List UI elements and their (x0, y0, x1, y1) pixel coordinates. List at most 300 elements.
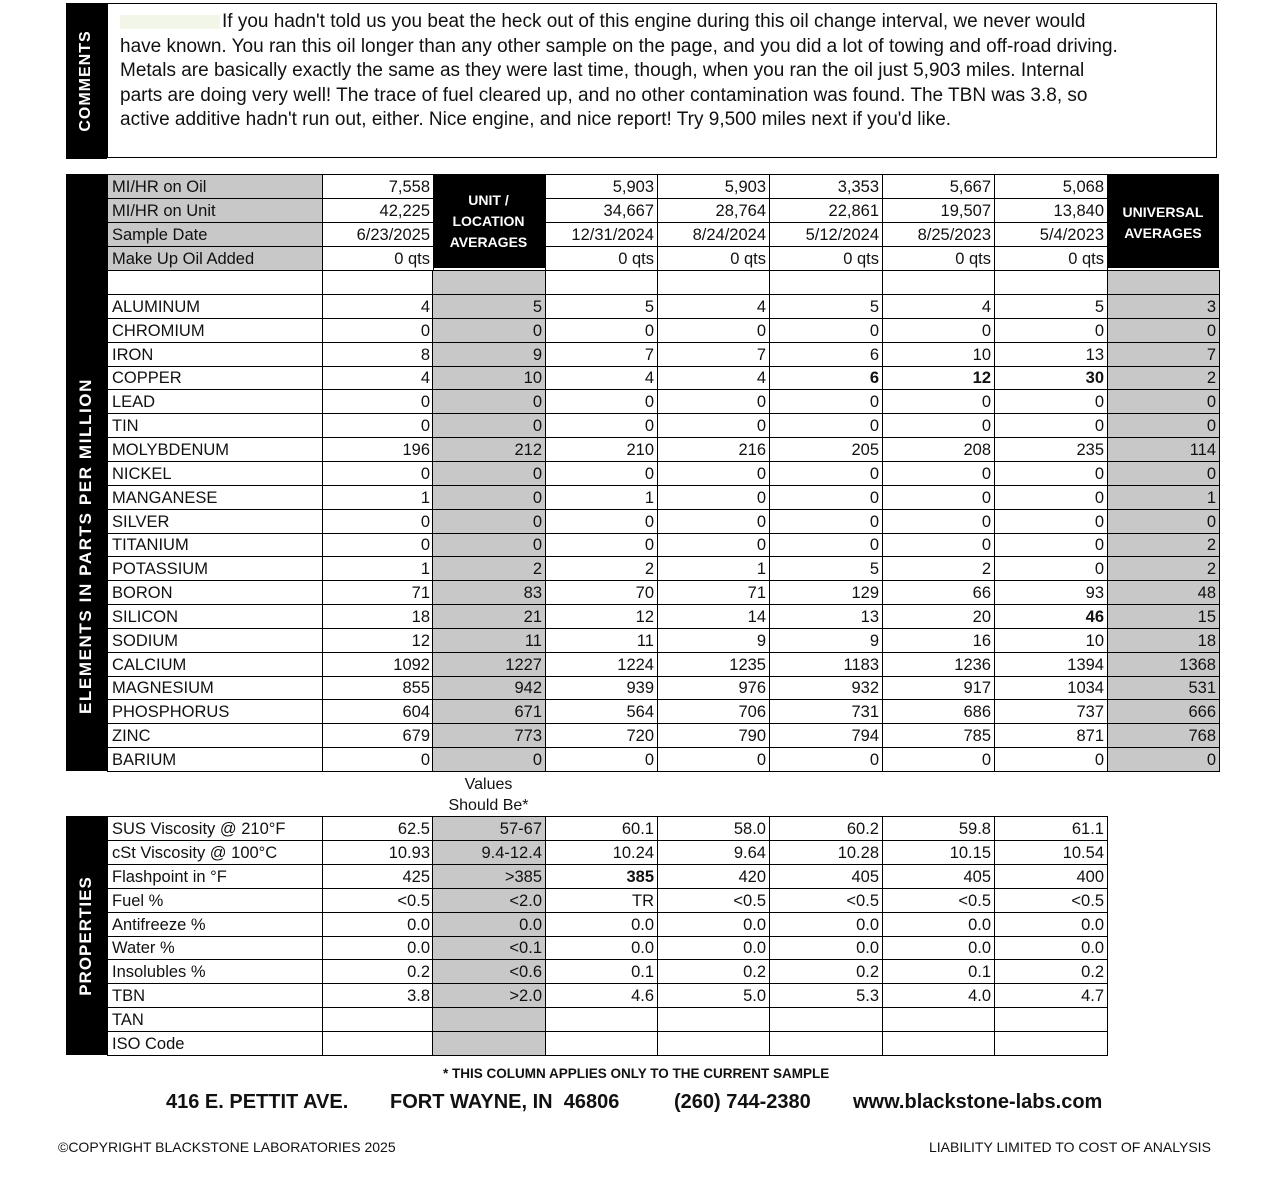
property-history-value: 0.0 (882, 912, 995, 937)
element-history-value: 0 (545, 461, 658, 486)
element-current-value: 604 (322, 699, 434, 724)
header-row-value: 5,068 (994, 174, 1108, 199)
spacer-cell (545, 270, 658, 295)
element-history-value: 5 (994, 294, 1108, 319)
property-current-value: <0.5 (322, 888, 434, 913)
element-history-value: 785 (882, 723, 995, 748)
property-history-value: 0.2 (769, 959, 883, 984)
element-history-value: 1183 (769, 652, 883, 677)
element-history-value: 1224 (545, 652, 658, 677)
element-history-value: 7 (657, 342, 770, 367)
property-current-value: 0.0 (322, 912, 434, 937)
element-unit-average: 9 (432, 342, 546, 367)
header-row-value: 42,225 (322, 198, 434, 223)
property-history-value: 60.1 (545, 816, 658, 841)
element-universal-average: 0 (1107, 318, 1220, 343)
element-universal-average: 2 (1107, 533, 1220, 557)
comments-box (107, 3, 1217, 158)
universal-avg-line-2: AVERAGES (1124, 225, 1202, 241)
header-row-label: MI/HR on Unit (107, 198, 323, 223)
element-unit-average: 0 (432, 461, 546, 486)
element-history-value: 790 (657, 723, 770, 748)
unit-avg-line-2: LOCATION (452, 213, 525, 229)
element-history-value: 2 (545, 556, 658, 581)
element-name: IRON (107, 342, 323, 367)
element-history-value: 0 (882, 461, 995, 486)
element-history-value: 0 (657, 485, 770, 510)
property-history-value: 400 (994, 864, 1108, 889)
comments-side-bar (66, 3, 107, 159)
property-name: ISO Code (107, 1031, 323, 1056)
element-history-value: 0 (657, 318, 770, 343)
property-should-be: <0.6 (432, 959, 546, 984)
element-history-value: 93 (994, 580, 1108, 605)
property-should-be: >2.0 (432, 983, 546, 1008)
property-history-value: 4.0 (882, 983, 995, 1008)
element-history-value: 1236 (882, 652, 995, 677)
element-name: TIN (107, 413, 323, 438)
element-current-value: 0 (322, 461, 434, 486)
header-row-value: 0 qts (994, 246, 1108, 271)
element-history-value: 6 (769, 366, 883, 390)
property-history-value (994, 1031, 1108, 1056)
element-history-value: 10 (882, 342, 995, 367)
property-history-value: 0.0 (657, 912, 770, 937)
element-unit-average: 671 (432, 699, 546, 724)
element-history-value: 6 (769, 342, 883, 367)
element-history-value: 205 (769, 437, 883, 462)
property-current-value (322, 1031, 434, 1056)
element-history-value: 4 (657, 366, 770, 390)
property-history-value: 0.0 (994, 912, 1108, 937)
element-universal-average: 0 (1107, 461, 1220, 486)
element-history-value: 11 (545, 628, 658, 653)
property-current-value (322, 1007, 434, 1032)
element-current-value: 1 (322, 485, 434, 510)
property-should-be: <2.0 (432, 888, 546, 913)
property-current-value: 10.93 (322, 840, 434, 865)
element-current-value: 0 (322, 318, 434, 343)
property-name: Water % (107, 936, 323, 960)
element-history-value: 0 (657, 461, 770, 486)
element-history-value: 0 (882, 318, 995, 343)
element-name: CHROMIUM (107, 318, 323, 343)
element-name: PHOSPHORUS (107, 699, 323, 724)
spacer-cell (322, 270, 434, 295)
element-current-value: 679 (322, 723, 434, 748)
property-history-value: 0.0 (657, 936, 770, 960)
header-row-value: 0 qts (769, 246, 883, 271)
element-history-value: 0 (882, 509, 995, 534)
element-history-value: 2 (882, 556, 995, 581)
element-history-value: 0 (545, 413, 658, 438)
element-universal-average: 0 (1107, 389, 1220, 414)
property-history-value: 59.8 (882, 816, 995, 841)
element-history-value: 7 (545, 342, 658, 367)
property-history-value: 61.1 (994, 816, 1108, 841)
phone-number: (260) 744-2380 (674, 1091, 811, 1113)
element-unit-average: 5 (432, 294, 546, 319)
element-name: LEAD (107, 389, 323, 414)
element-universal-average: 531 (1107, 676, 1220, 700)
element-current-value: 0 (322, 389, 434, 414)
element-universal-average: 666 (1107, 699, 1220, 724)
property-name: SUS Viscosity @ 210°F (107, 816, 323, 841)
redacted-name (120, 15, 220, 29)
element-current-value: 1 (322, 556, 434, 581)
element-name: POTASSIUM (107, 556, 323, 581)
element-name: BORON (107, 580, 323, 605)
element-unit-average: 0 (432, 533, 546, 557)
property-history-value (657, 1031, 770, 1056)
element-history-value: 0 (882, 413, 995, 438)
element-history-value: 10 (994, 628, 1108, 653)
liability-note: LIABILITY LIMITED TO COST OF ANALYSIS (929, 1139, 1211, 1155)
header-row-value: 5/12/2024 (769, 222, 883, 247)
property-history-value: 58.0 (657, 816, 770, 841)
property-should-be: 0.0 (432, 912, 546, 937)
element-history-value: 13 (994, 342, 1108, 367)
element-history-value: 4 (545, 366, 658, 390)
property-history-value: 0.2 (657, 959, 770, 984)
values-header-line-1: Values (464, 776, 513, 793)
element-history-value: 720 (545, 723, 658, 748)
header-row-value: 5/4/2023 (994, 222, 1108, 247)
element-history-value: 731 (769, 699, 883, 724)
element-history-value: 1 (657, 556, 770, 581)
element-history-value: 0 (994, 318, 1108, 343)
element-history-value: 13 (769, 604, 883, 629)
unit-location-averages-header (432, 174, 545, 268)
values-should-be-header (432, 774, 545, 816)
element-history-value: 0 (769, 389, 883, 414)
header-row-value: 5,903 (545, 174, 658, 199)
element-current-value: 0 (322, 747, 434, 772)
element-unit-average: 212 (432, 437, 546, 462)
elements-side-bar (66, 174, 107, 771)
header-row-value: 19,507 (882, 198, 995, 223)
element-history-value: 216 (657, 437, 770, 462)
element-history-value: 0 (994, 533, 1108, 557)
property-history-value (657, 1007, 770, 1032)
element-name: COPPER (107, 366, 323, 390)
header-row-value: 5,667 (882, 174, 995, 199)
element-history-value: 0 (994, 461, 1108, 486)
header-row-value: 13,840 (994, 198, 1108, 223)
header-row-label: Sample Date (107, 222, 323, 247)
header-row-value: 12/31/2024 (545, 222, 658, 247)
element-history-value: 9 (769, 628, 883, 653)
element-history-value: 0 (994, 413, 1108, 438)
element-universal-average: 0 (1107, 509, 1220, 534)
spacer-cell (882, 270, 995, 295)
element-history-value: 0 (769, 509, 883, 534)
element-name: MOLYBDENUM (107, 437, 323, 462)
element-history-value: 210 (545, 437, 658, 462)
element-history-value: 129 (769, 580, 883, 605)
element-history-value: 0 (994, 556, 1108, 581)
property-history-value: 405 (769, 864, 883, 889)
element-name: MANGANESE (107, 485, 323, 510)
property-history-value: 420 (657, 864, 770, 889)
property-history-value: 10.24 (545, 840, 658, 865)
element-universal-average: 114 (1107, 437, 1220, 462)
element-history-value: 0 (994, 509, 1108, 534)
element-universal-average: 48 (1107, 580, 1220, 605)
header-row-value: 34,667 (545, 198, 658, 223)
element-unit-average: 0 (432, 485, 546, 510)
property-history-value: TR (545, 888, 658, 913)
header-row-label: Make Up Oil Added (107, 246, 323, 271)
unit-avg-line-1: UNIT / (468, 192, 509, 208)
element-history-value: 5 (769, 294, 883, 319)
element-history-value: 71 (657, 580, 770, 605)
element-name: MAGNESIUM (107, 676, 323, 700)
element-unit-average: 0 (432, 747, 546, 772)
property-history-value: 10.15 (882, 840, 995, 865)
element-history-value: 0 (545, 509, 658, 534)
element-history-value: 0 (769, 461, 883, 486)
property-history-value: 405 (882, 864, 995, 889)
element-unit-average: 10 (432, 366, 546, 390)
element-unit-average: 0 (432, 389, 546, 414)
element-history-value: 0 (882, 485, 995, 510)
element-name: SODIUM (107, 628, 323, 653)
element-unit-average: 773 (432, 723, 546, 748)
header-row-value: 0 qts (882, 246, 995, 271)
property-history-value: 9.64 (657, 840, 770, 865)
element-history-value: 9 (657, 628, 770, 653)
property-current-value: 3.8 (322, 983, 434, 1008)
property-history-value (882, 1031, 995, 1056)
element-history-value: 737 (994, 699, 1108, 724)
property-history-value: 385 (545, 864, 658, 889)
property-history-value (545, 1007, 658, 1032)
copyright: ©COPYRIGHT BLACKSTONE LABORATORIES 2025 (58, 1139, 396, 1155)
city-state-zip: FORT WAYNE, IN 46806 (390, 1091, 620, 1113)
footnote: * THIS COLUMN APPLIES ONLY TO THE CURRENT SAMPLE (443, 1066, 830, 1081)
property-should-be: <0.1 (432, 936, 546, 960)
element-history-value: 66 (882, 580, 995, 605)
element-history-value: 235 (994, 437, 1108, 462)
property-history-value: 0.1 (545, 959, 658, 984)
element-unit-average: 21 (432, 604, 546, 629)
header-row-value: 28,764 (657, 198, 770, 223)
element-history-value: 14 (657, 604, 770, 629)
property-should-be (432, 1007, 546, 1032)
header-row-value: 0 qts (322, 246, 434, 271)
element-history-value: 564 (545, 699, 658, 724)
element-history-value: 0 (769, 533, 883, 557)
property-current-value: 0.0 (322, 936, 434, 960)
property-history-value: <0.5 (994, 888, 1108, 913)
spacer-cell (107, 270, 323, 295)
property-history-value (769, 1031, 883, 1056)
property-history-value: <0.5 (882, 888, 995, 913)
property-history-value: 0.0 (882, 936, 995, 960)
property-history-value: <0.5 (769, 888, 883, 913)
element-universal-average: 2 (1107, 556, 1220, 581)
element-current-value: 1092 (322, 652, 434, 677)
element-current-value: 855 (322, 676, 434, 700)
element-name: BARIUM (107, 747, 323, 772)
element-history-value: 0 (769, 747, 883, 772)
element-history-value: 0 (545, 533, 658, 557)
header-row-value: 3,353 (769, 174, 883, 199)
element-history-value: 0 (657, 747, 770, 772)
element-history-value: 0 (657, 509, 770, 534)
element-history-value: 5 (769, 556, 883, 581)
property-should-be: 9.4-12.4 (432, 840, 546, 865)
spacer-cell (769, 270, 883, 295)
element-current-value: 4 (322, 366, 434, 390)
element-history-value: 1 (545, 485, 658, 510)
element-history-value: 0 (994, 389, 1108, 414)
properties-side-label: PROPERTIES (76, 876, 95, 996)
element-universal-average: 2 (1107, 366, 1220, 390)
element-history-value: 0 (545, 318, 658, 343)
property-history-value: 0.0 (545, 936, 658, 960)
property-should-be: >385 (432, 864, 546, 889)
property-history-value: 0.0 (994, 936, 1108, 960)
property-history-value: 5.3 (769, 983, 883, 1008)
element-history-value: 686 (882, 699, 995, 724)
element-universal-average: 0 (1107, 413, 1220, 438)
spacer-cell (432, 270, 546, 295)
element-unit-average: 0 (432, 509, 546, 534)
property-should-be (432, 1031, 546, 1056)
address: 416 E. PETTIT AVE. (166, 1091, 349, 1113)
property-history-value: 5.0 (657, 983, 770, 1008)
element-history-value: 0 (545, 747, 658, 772)
element-history-value: 20 (882, 604, 995, 629)
spacer-cell (994, 270, 1108, 295)
element-history-value: 30 (994, 366, 1108, 390)
property-history-value: 10.28 (769, 840, 883, 865)
comments-body: If you hadn't told us you beat the heck out of this engine during this oil change interval, we never would have known. You ran this oil longer than any other sample on the page, and you did a lot of towing and off-road driving. Metals are basically exactly the same as they were last time, though, when you ran the oil just 5,903 miles. Internal parts are doing very well! The trace of fuel cleared up, and no other contamination was found. The TBN was 3.8, so active additive hadn't run out, either. Nice engine, and nice report! Try 9,500 miles next if you'd like. (120, 11, 1118, 131)
property-history-value: 10.54 (994, 840, 1108, 865)
property-history-value: 60.2 (769, 816, 883, 841)
comments-text (120, 10, 1120, 133)
elements-side-label: ELEMENTS IN PARTS PER MILLION (76, 377, 95, 715)
property-history-value (882, 1007, 995, 1032)
element-history-value: 4 (657, 294, 770, 319)
element-current-value: 0 (322, 533, 434, 557)
element-history-value: 0 (657, 413, 770, 438)
element-history-value: 0 (882, 533, 995, 557)
element-history-value: 939 (545, 676, 658, 700)
property-should-be: 57-67 (432, 816, 546, 841)
element-unit-average: 2 (432, 556, 546, 581)
element-history-value: 208 (882, 437, 995, 462)
element-history-value: 46 (994, 604, 1108, 629)
element-history-value: 0 (994, 747, 1108, 772)
element-current-value: 18 (322, 604, 434, 629)
element-history-value: 5 (545, 294, 658, 319)
element-history-value: 917 (882, 676, 995, 700)
element-current-value: 71 (322, 580, 434, 605)
element-history-value: 0 (769, 413, 883, 438)
element-unit-average: 11 (432, 628, 546, 653)
element-universal-average: 1368 (1107, 652, 1220, 677)
element-unit-average: 0 (432, 413, 546, 438)
element-name: ZINC (107, 723, 323, 748)
element-universal-average: 1 (1107, 485, 1220, 510)
element-current-value: 196 (322, 437, 434, 462)
element-name: TITANIUM (107, 533, 323, 557)
properties-side-bar (66, 816, 107, 1055)
element-history-value: 1394 (994, 652, 1108, 677)
property-history-value: 0.2 (994, 959, 1108, 984)
property-name: TBN (107, 983, 323, 1008)
element-current-value: 12 (322, 628, 434, 653)
universal-averages-header (1107, 174, 1219, 268)
element-universal-average: 3 (1107, 294, 1220, 319)
element-history-value: 932 (769, 676, 883, 700)
element-name: SILVER (107, 509, 323, 534)
spacer-cell (657, 270, 770, 295)
element-history-value: 0 (657, 389, 770, 414)
property-name: Fuel % (107, 888, 323, 913)
element-history-value: 1034 (994, 676, 1108, 700)
element-history-value: 12 (882, 366, 995, 390)
element-name: NICKEL (107, 461, 323, 486)
property-history-value (769, 1007, 883, 1032)
property-history-value: 0.1 (882, 959, 995, 984)
element-history-value: 0 (769, 318, 883, 343)
element-history-value: 871 (994, 723, 1108, 748)
header-row-value: 7,558 (322, 174, 434, 199)
property-history-value (545, 1031, 658, 1056)
header-row-value: 0 qts (545, 246, 658, 271)
element-current-value: 8 (322, 342, 434, 367)
property-name: Insolubles % (107, 959, 323, 984)
header-row-value: 22,861 (769, 198, 883, 223)
element-unit-average: 83 (432, 580, 546, 605)
values-header-line-2: Should Be* (448, 797, 529, 814)
element-name: SILICON (107, 604, 323, 629)
property-history-value (994, 1007, 1108, 1032)
property-name: cSt Viscosity @ 100°C (107, 840, 323, 865)
unit-avg-line-3: AVERAGES (449, 234, 528, 250)
property-current-value: 425 (322, 864, 434, 889)
element-history-value: 0 (882, 747, 995, 772)
element-unit-average: 942 (432, 676, 546, 700)
universal-avg-line-1: UNIVERSAL (1122, 204, 1204, 220)
element-current-value: 0 (322, 509, 434, 534)
element-history-value: 0 (994, 485, 1108, 510)
element-history-value: 794 (769, 723, 883, 748)
element-universal-average: 768 (1107, 723, 1220, 748)
property-current-value: 62.5 (322, 816, 434, 841)
property-history-value: 0.0 (769, 936, 883, 960)
element-universal-average: 18 (1107, 628, 1220, 653)
element-universal-average: 0 (1107, 747, 1220, 772)
element-history-value: 0 (545, 389, 658, 414)
element-unit-average: 0 (432, 318, 546, 343)
property-name: Flashpoint in °F (107, 864, 323, 889)
element-unit-average: 1227 (432, 652, 546, 677)
element-history-value: 0 (657, 533, 770, 557)
element-history-value: 1235 (657, 652, 770, 677)
header-row-label: MI/HR on Oil (107, 174, 323, 199)
header-row-value: 0 qts (657, 246, 770, 271)
website-link[interactable]: www.blackstone-labs.com (853, 1091, 1103, 1113)
property-name: Antifreeze % (107, 912, 323, 937)
property-history-value: <0.5 (657, 888, 770, 913)
element-name: ALUMINUM (107, 294, 323, 319)
header-row-value: 6/23/2025 (322, 222, 434, 247)
